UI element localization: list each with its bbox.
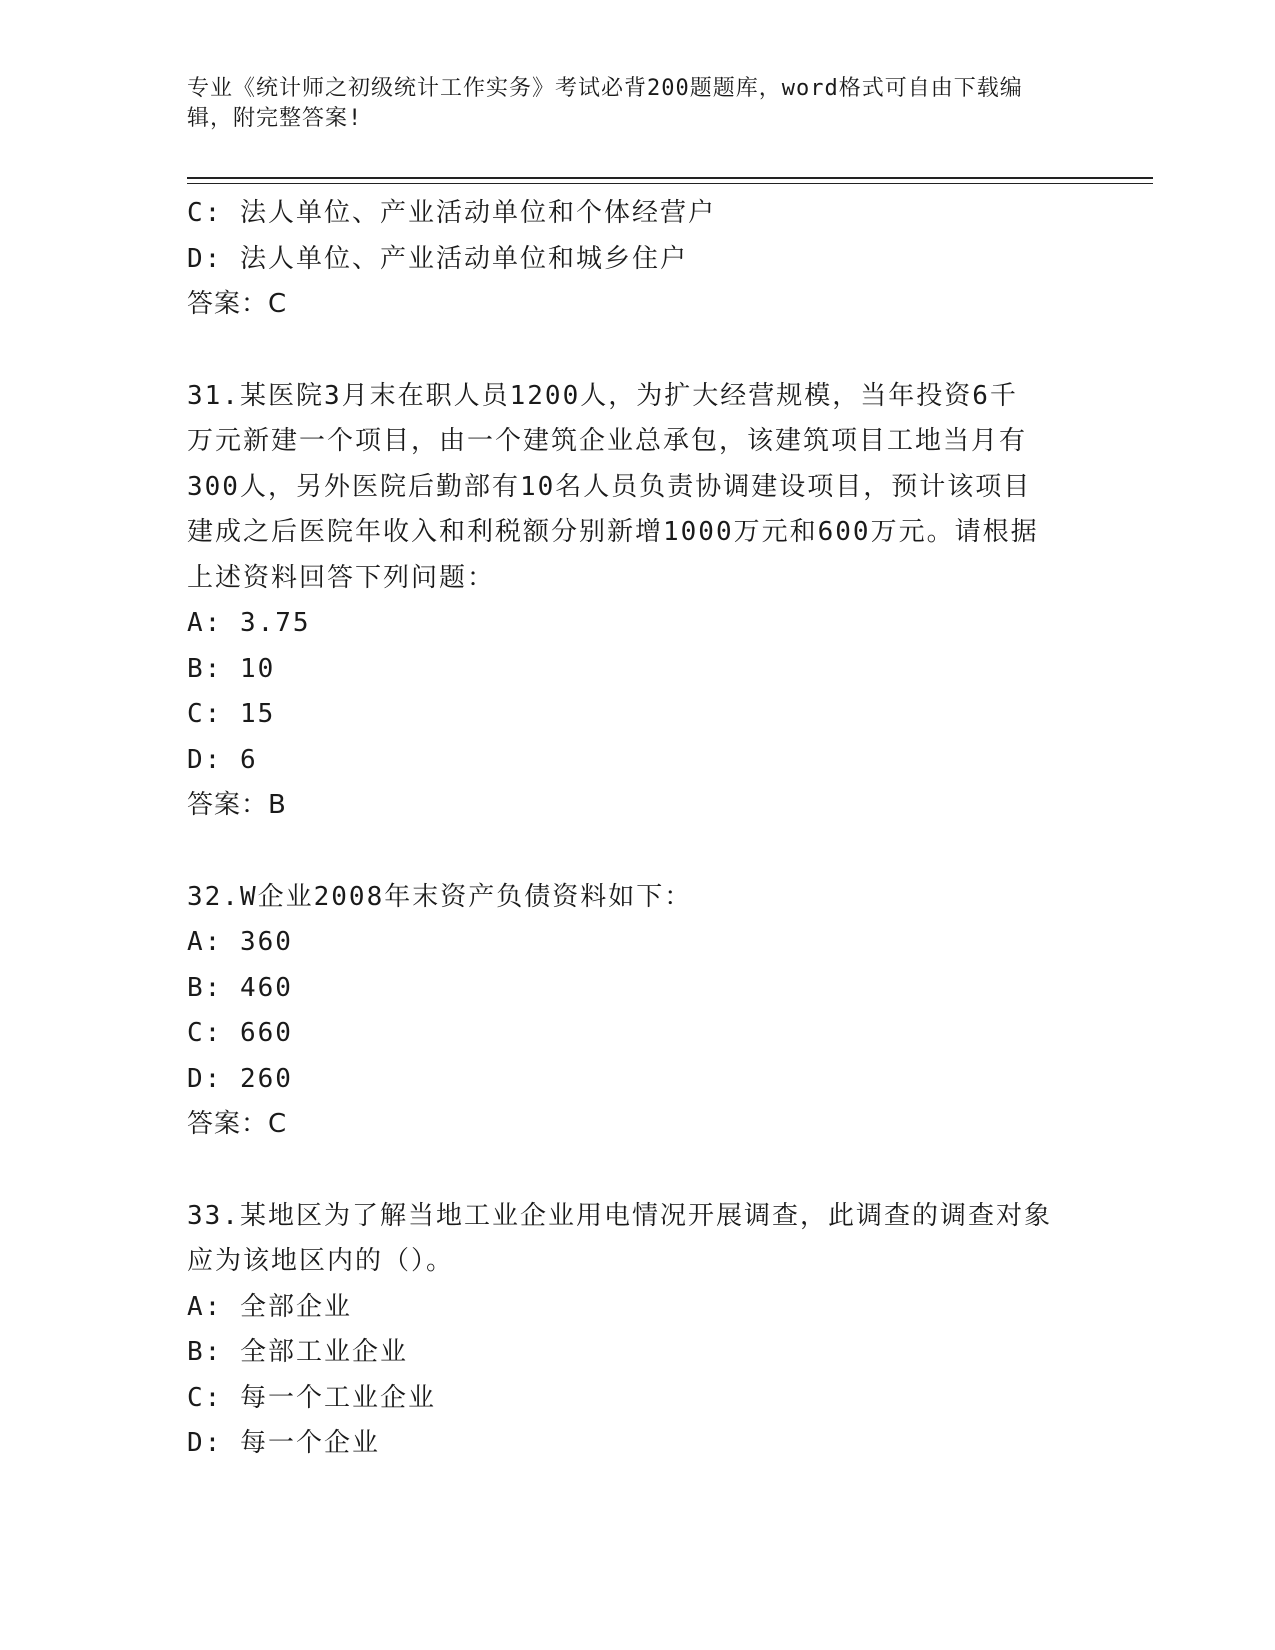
question-32 — [187, 875, 1067, 1148]
option-b: B: 全部工业企业 — [187, 1337, 408, 1367]
question-text-line: 300人，另外医院后勤部有10名人员负责协调建设项目，预计该项目 — [187, 471, 1032, 502]
question-text-line: 万元新建一个项目，由一个建筑企业总承包，该建筑项目工地当月有 — [187, 426, 1028, 456]
option-c: C: 每一个工业企业 — [187, 1382, 436, 1413]
question-33 — [187, 1194, 1067, 1467]
spacer — [187, 1148, 1067, 1194]
question-text-line: 31.某医院3月末在职人员1200人，为扩大经营规模，当年投资6千 — [187, 380, 1018, 411]
question-text-line: 32.W企业2008年末资产负债资料如下： — [187, 881, 693, 912]
option-d: D: 每一个企业 — [187, 1428, 380, 1458]
question-text-line: 应为该地区内的（）。 — [187, 1246, 455, 1276]
answer-label: 答案：C — [187, 1109, 288, 1139]
header-divider-thick — [187, 177, 1153, 179]
option-c: C: 660 — [187, 1018, 293, 1048]
spacer — [187, 829, 1067, 875]
question-31 — [187, 374, 1067, 829]
option-a: A: 3.75 — [187, 608, 311, 638]
question-text-line: 上述资料回答下列问题： — [187, 562, 496, 593]
option-b: B: 460 — [187, 972, 293, 1003]
option-d: D: 6 — [187, 744, 258, 775]
option-c: C: 法人单位、产业活动单位和个体经营户 — [187, 198, 716, 228]
spacer — [187, 328, 1067, 374]
question-text-line: 建成之后医院年收入和利税额分别新增1000万元和600万元。请根据 — [187, 517, 1039, 547]
answer-label: 答案：C — [187, 289, 288, 319]
header-divider-thin — [187, 183, 1153, 184]
question-text-line: 33.某地区为了解当地工业企业用电情况开展调查，此调查的调查对象 — [187, 1200, 1052, 1231]
option-a: A: 全部企业 — [187, 1291, 352, 1322]
option-c: C: 15 — [187, 699, 276, 729]
answer-label: 答案：B — [187, 790, 287, 820]
document-header: 专业《统计师之初级统计工作实务》考试必背200题题库，word格式可自由下载编辑，附完整答案! — [187, 76, 1023, 131]
document-body — [187, 191, 1067, 1467]
option-d: D: 260 — [187, 1063, 293, 1094]
option-b: B: 10 — [187, 653, 276, 684]
option-a: A: 360 — [187, 927, 293, 957]
previous-question-tail — [187, 191, 1067, 328]
option-d: D: 法人单位、产业活动单位和城乡住户 — [187, 243, 688, 274]
